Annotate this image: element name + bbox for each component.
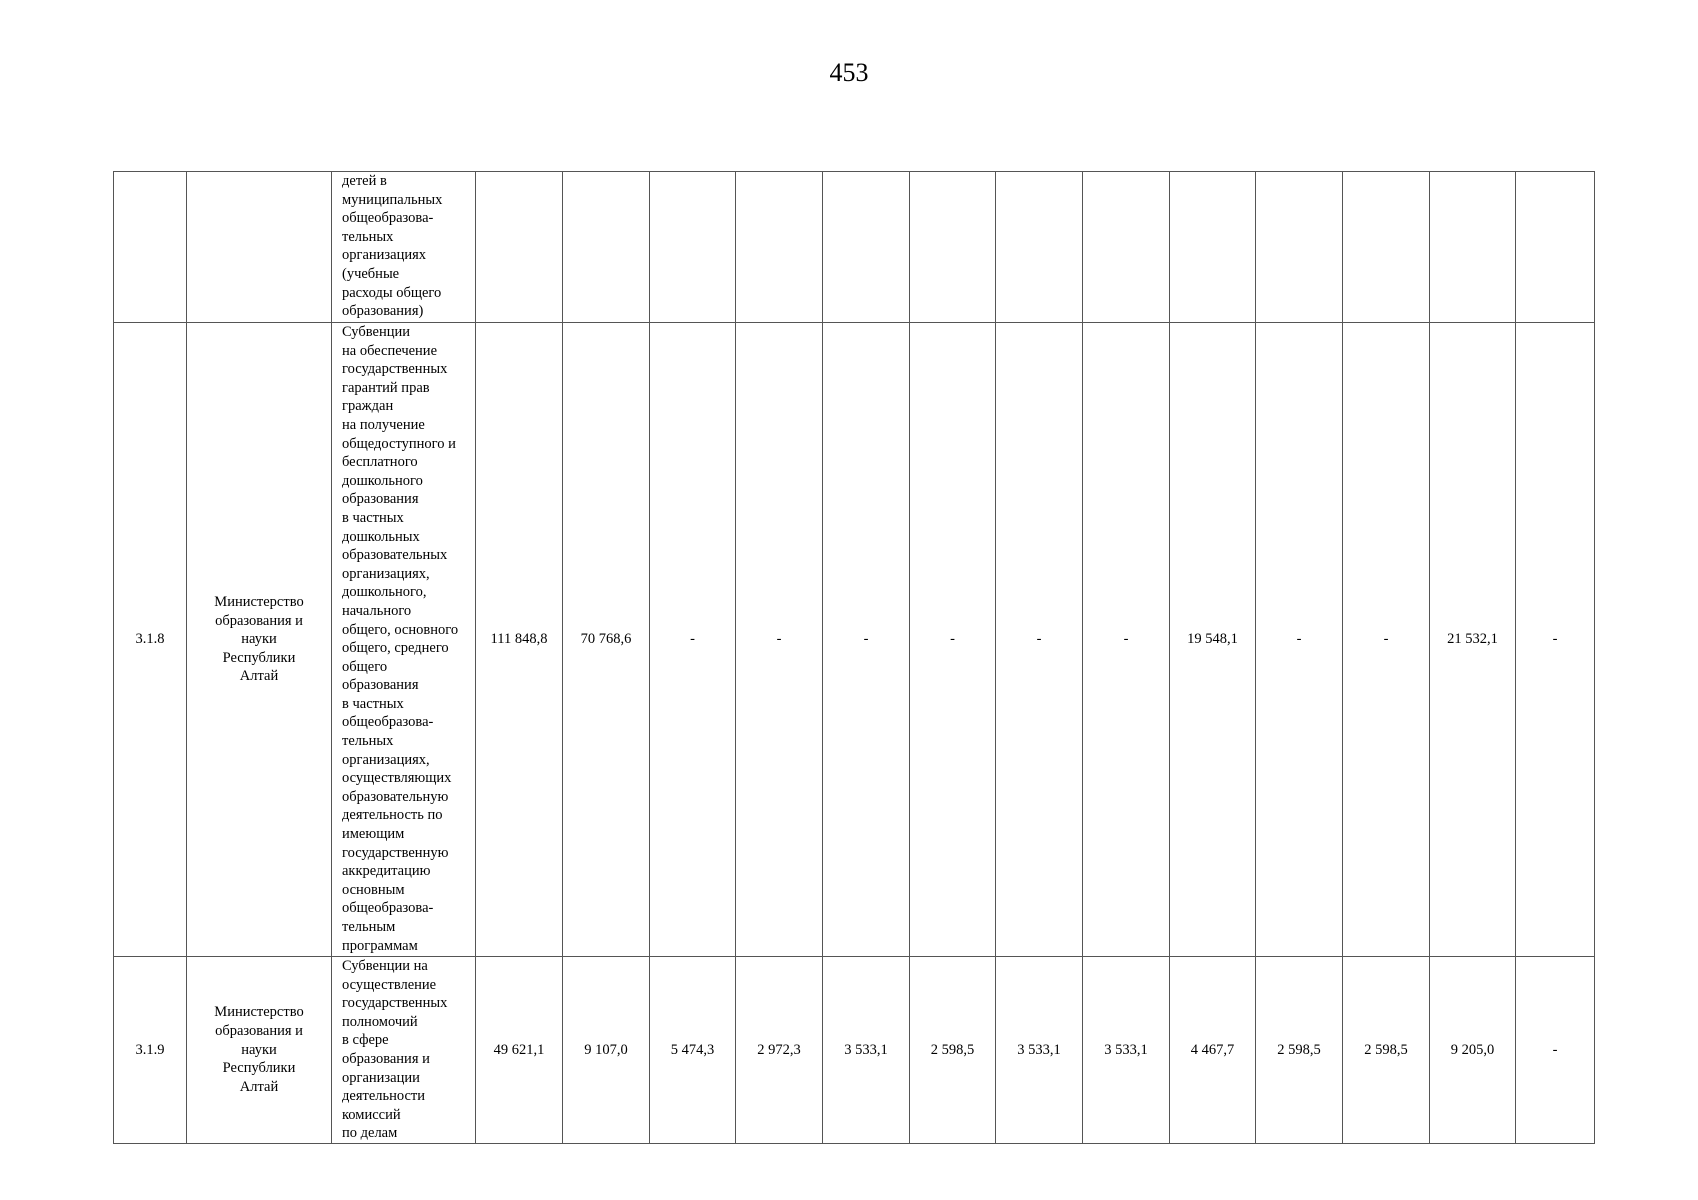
value-cell: -: [1516, 957, 1595, 1144]
budget-table: [113, 171, 1595, 1144]
value-cell: 2 972,3: [736, 957, 823, 1144]
value-cell: [1430, 172, 1516, 323]
row-code: 3.1.9: [114, 957, 187, 1144]
value-cell: 2 598,5: [1343, 957, 1430, 1144]
value-cell: 70 768,6: [563, 323, 650, 957]
value-cell: 3 533,1: [1083, 957, 1170, 1144]
value-cell: 3 533,1: [823, 957, 910, 1144]
row-description: Субвенции на осуществление государственных полномочий в сфере образования и организации деятельности комиссий по делам: [332, 957, 476, 1144]
value-cell: 9 205,0: [1430, 957, 1516, 1144]
value-cell: [736, 172, 823, 323]
value-cell: -: [1343, 323, 1430, 957]
value-cell: 9 107,0: [563, 957, 650, 1144]
value-cell: -: [910, 323, 996, 957]
row-executor: [187, 172, 332, 323]
value-cell: 4 467,7: [1170, 957, 1256, 1144]
value-cell: 49 621,1: [476, 957, 563, 1144]
value-cell: -: [650, 323, 736, 957]
value-cell: -: [1516, 323, 1595, 957]
value-cell: 21 532,1: [1430, 323, 1516, 957]
value-cell: 5 474,3: [650, 957, 736, 1144]
value-cell: [996, 172, 1083, 323]
row-description: Субвенции на обеспечение государственных гарантий прав граждан на получение общедоступного и бесплатного дошкольного образования в частных дошкольных образовательных организациях, дошкольного, начального общего, основного общего, среднего общего образования в частных общеобразова- тельных организациях, осуществляющих образовательную деятельность по имеющим государственную аккредитацию основным общеобразова- тельным программам: [332, 323, 476, 957]
table-row: [114, 172, 1595, 323]
value-cell: -: [996, 323, 1083, 957]
value-cell: [650, 172, 736, 323]
value-cell: [476, 172, 563, 323]
value-cell: [823, 172, 910, 323]
table-row: [114, 323, 1595, 957]
value-cell: [1083, 172, 1170, 323]
value-cell: 2 598,5: [910, 957, 996, 1144]
value-cell: 111 848,8: [476, 323, 563, 957]
row-code: 3.1.8: [114, 323, 187, 957]
value-cell: -: [823, 323, 910, 957]
value-cell: 19 548,1: [1170, 323, 1256, 957]
value-cell: [1170, 172, 1256, 323]
value-cell: -: [1256, 323, 1343, 957]
value-cell: 3 533,1: [996, 957, 1083, 1144]
value-cell: [1343, 172, 1430, 323]
value-cell: [1256, 172, 1343, 323]
value-cell: [563, 172, 650, 323]
value-cell: -: [1083, 323, 1170, 957]
row-executor: Министерство образования и науки Республики Алтай: [187, 957, 332, 1144]
page-number: 453: [829, 58, 869, 87]
value-cell: [910, 172, 996, 323]
value-cell: 2 598,5: [1256, 957, 1343, 1144]
value-cell: [1516, 172, 1595, 323]
row-executor: Министерство образования и науки Республики Алтай: [187, 323, 332, 957]
row-code: [114, 172, 187, 323]
table-row: [114, 957, 1595, 1144]
value-cell: -: [736, 323, 823, 957]
row-description: детей в муниципальных общеобразова- тельных организациях (учебные расходы общего образования): [332, 172, 476, 323]
